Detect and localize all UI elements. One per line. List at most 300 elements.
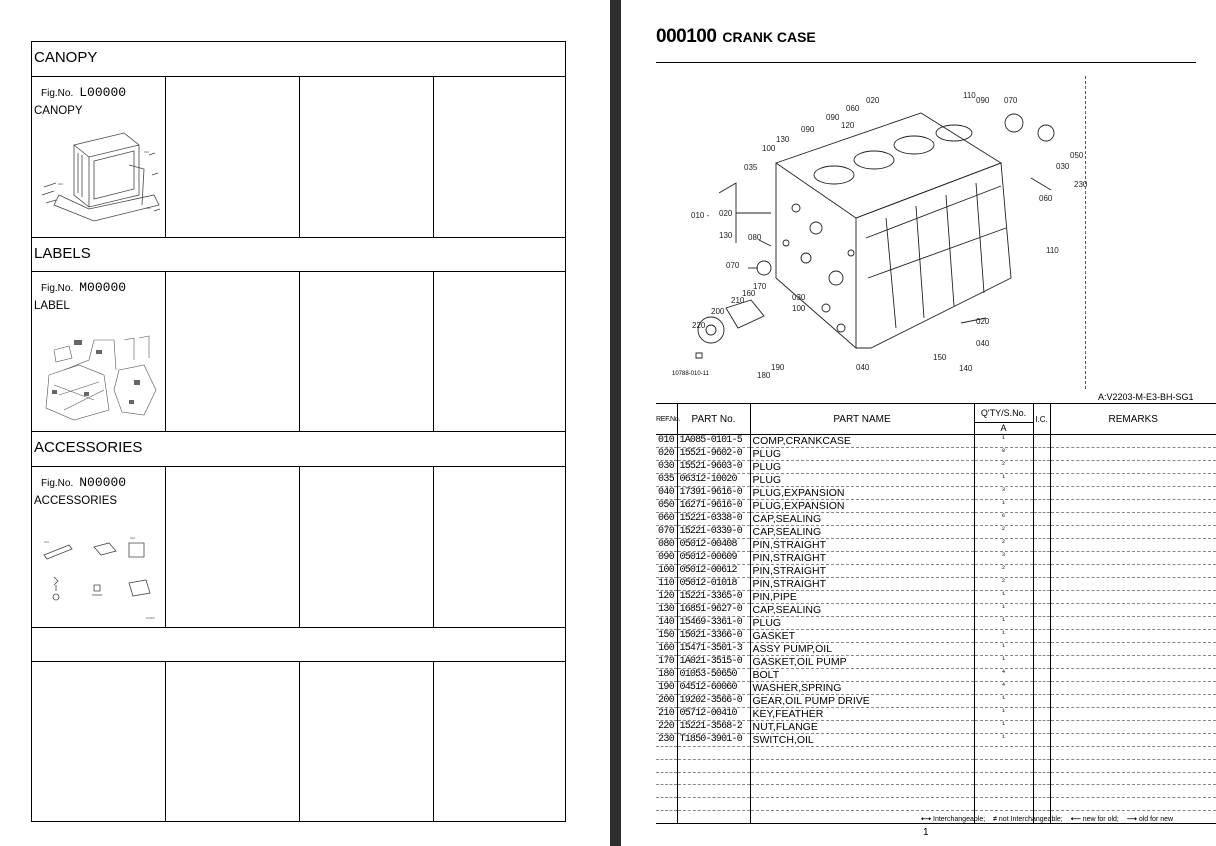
cell-ic xyxy=(1033,513,1050,526)
svg-text:070: 070 xyxy=(1004,96,1018,105)
table-row[interactable] xyxy=(656,721,1216,734)
cell-qty: 2 xyxy=(974,578,1033,591)
svg-text:040: 040 xyxy=(976,339,990,348)
cell-name: COMP,CRANKCASE xyxy=(750,435,974,448)
cell-empty xyxy=(750,759,974,772)
cell-rem xyxy=(1050,578,1216,591)
cell-ic xyxy=(1033,656,1050,669)
cell-rem xyxy=(1050,695,1216,708)
cell-ref: 160 xyxy=(656,643,677,656)
cell-name: PIN,PIPE xyxy=(750,591,974,604)
cell-rem xyxy=(1050,552,1216,565)
cell-pno: 04512-60060 xyxy=(677,682,750,695)
svg-text:060: 060 xyxy=(1039,194,1053,203)
table-row-empty xyxy=(656,798,1216,811)
cell-ic xyxy=(1033,617,1050,630)
cell-pno: 15471-3501-3 xyxy=(677,643,750,656)
cell-ic xyxy=(1033,695,1050,708)
cell-pno: 15469-3361-0 xyxy=(677,617,750,630)
cell-name: KEY,FEATHER xyxy=(750,708,974,721)
cell-pno: 05012-00609 xyxy=(677,552,750,565)
cell-ref: 035 xyxy=(656,474,677,487)
cell-qty: 1 xyxy=(974,630,1033,643)
cell-pno: 17391-9616-0 xyxy=(677,487,750,500)
legend-new-for-old: ⟵ new for old; xyxy=(1070,816,1119,823)
cell-name: GEAR,OIL PUMP DRIVE xyxy=(750,695,974,708)
empty-cell xyxy=(166,467,300,627)
cell-qty: 1 xyxy=(974,656,1033,669)
empty-cell xyxy=(300,662,434,821)
svg-text:090: 090 xyxy=(976,96,990,105)
empty-cell xyxy=(166,77,300,237)
section-title-labels: LABELS xyxy=(32,238,565,272)
cell-name: CAP,SEALING xyxy=(750,604,974,617)
cell-empty xyxy=(1033,798,1050,811)
cell-ref: 090 xyxy=(656,552,677,565)
cell-rem xyxy=(1050,474,1216,487)
svg-text:070: 070 xyxy=(726,261,740,270)
table-row[interactable] xyxy=(656,682,1216,695)
svg-text:100: 100 xyxy=(792,304,806,313)
cell-qty: 1 xyxy=(974,591,1033,604)
svg-text:010: 010 xyxy=(44,540,50,544)
cell-ic xyxy=(1033,682,1050,695)
svg-text:090: 090 xyxy=(801,125,815,134)
cell-rem xyxy=(1050,721,1216,734)
cell-qty: 1 xyxy=(974,500,1033,513)
cell-ic xyxy=(1033,552,1050,565)
cell-empty xyxy=(1033,759,1050,772)
accessories-thumbnail xyxy=(34,515,164,625)
fig-name: ACCESSORIES xyxy=(34,495,118,507)
col-header-part-no: PART No. xyxy=(677,404,750,435)
svg-text:230: 230 xyxy=(1074,180,1088,189)
cell-pno: 01053-50650 xyxy=(677,669,750,682)
legend-old-for-new: ⟶ old for new xyxy=(1126,816,1174,823)
cell-empty xyxy=(974,759,1033,772)
fig-number: Fig.No. L00000 xyxy=(41,85,127,100)
cell-ic xyxy=(1033,539,1050,552)
empty-cell xyxy=(300,272,434,431)
cell-empty xyxy=(750,798,974,811)
empty-cell xyxy=(166,662,300,821)
svg-text:020: 020 xyxy=(976,317,990,326)
cell-ref: 200 xyxy=(656,695,677,708)
svg-text:020: 020 xyxy=(719,209,733,218)
cell-empty xyxy=(750,747,974,760)
cell-rem xyxy=(1050,656,1216,669)
svg-text:170: 170 xyxy=(753,282,767,291)
cell-name: CAP,SEALING xyxy=(750,526,974,539)
cell-ref: 130 xyxy=(656,604,677,617)
table-row[interactable] xyxy=(656,448,1216,461)
cell-pno: 15221-3568-2 xyxy=(677,721,750,734)
fig-number: Fig.No. M00000 xyxy=(41,280,127,295)
cell-qty: 1 xyxy=(974,708,1033,721)
cell-rem xyxy=(1050,513,1216,526)
header-rule xyxy=(656,62,1196,63)
section-row-accessories xyxy=(32,467,565,628)
col-header-part-name: PART NAME xyxy=(750,404,974,435)
table-row[interactable] xyxy=(656,669,1216,682)
cell-rem xyxy=(1050,708,1216,721)
svg-text:040: 040 xyxy=(856,363,870,372)
svg-text:010: 010 xyxy=(58,182,64,186)
svg-text:160: 160 xyxy=(742,289,756,298)
table-row[interactable] xyxy=(656,513,1216,526)
svg-text:130: 130 xyxy=(719,231,733,240)
cell-rem xyxy=(1050,526,1216,539)
cell-ref: 030 xyxy=(656,461,677,474)
cell-ref: 170 xyxy=(656,656,677,669)
cell-pno: 16851-9627-0 xyxy=(677,604,750,617)
cell-pno: T1850-3901-0 xyxy=(677,734,750,747)
cell-rem xyxy=(1050,604,1216,617)
parts-table xyxy=(656,403,1216,824)
cell-ic xyxy=(1033,630,1050,643)
svg-text:150: 150 xyxy=(933,353,947,362)
cell-qty: 1 xyxy=(974,734,1033,747)
cell-name: PLUG xyxy=(750,617,974,630)
cell-ref: 110 xyxy=(656,578,677,591)
cell-ref: 070 xyxy=(656,526,677,539)
svg-text:180: 180 xyxy=(757,371,771,380)
cell-ic xyxy=(1033,578,1050,591)
svg-text:100: 100 xyxy=(762,144,776,153)
cell-qty: 2 xyxy=(974,565,1033,578)
cell-qty: 2 xyxy=(974,461,1033,474)
col-header-ic: I.C. xyxy=(1033,404,1050,435)
table-row[interactable] xyxy=(656,630,1216,643)
cell-ref: 120 xyxy=(656,591,677,604)
index-grid xyxy=(31,41,566,822)
cell-ic xyxy=(1033,721,1050,734)
cell-pno: 15521-9602-0 xyxy=(677,448,750,461)
labels-thumbnail xyxy=(34,320,164,430)
cell-ic xyxy=(1033,461,1050,474)
cell-empty xyxy=(1033,747,1050,760)
crankcase-exploded-diagram[interactable] xyxy=(656,78,1086,388)
cell-ref: 020 xyxy=(656,448,677,461)
cell-qty: 1 xyxy=(974,643,1033,656)
table-row[interactable] xyxy=(656,552,1216,565)
table-row[interactable] xyxy=(656,526,1216,539)
cell-qty: 2 xyxy=(974,539,1033,552)
cell-ref: 050 xyxy=(656,500,677,513)
cell-rem xyxy=(1050,565,1216,578)
cell-pno: 1A085-0101-5 xyxy=(677,435,750,448)
svg-text:110: 110 xyxy=(963,91,976,100)
cell-ic xyxy=(1033,526,1050,539)
page-gutter xyxy=(610,0,621,846)
cell-qty: 3 xyxy=(974,552,1033,565)
legend-not-interchangeable: ≠ not Interchangeable; xyxy=(993,816,1063,823)
table-row[interactable] xyxy=(656,474,1216,487)
diagram-caption: 10788-010-11 xyxy=(672,371,709,377)
section-row-canopy xyxy=(32,77,565,238)
svg-text:220: 220 xyxy=(692,321,706,330)
cell-ic xyxy=(1033,591,1050,604)
cell-qty: 1 xyxy=(974,721,1033,734)
svg-text:035: 035 xyxy=(744,163,758,172)
cell-pno: 15021-3366-0 xyxy=(677,630,750,643)
cell-ref: 220 xyxy=(656,721,677,734)
table-row[interactable] xyxy=(656,565,1216,578)
parts-page xyxy=(621,0,1196,846)
cell-pno: 06312-10020 xyxy=(677,474,750,487)
cell-qty: 8 xyxy=(974,448,1033,461)
cell-empty xyxy=(1050,747,1216,760)
fig-name: CANOPY xyxy=(34,105,83,117)
cell-empty xyxy=(677,759,750,772)
empty-cell xyxy=(434,662,567,821)
cell-empty xyxy=(656,772,677,785)
cell-ic xyxy=(1033,487,1050,500)
table-row[interactable] xyxy=(656,500,1216,513)
cell-empty xyxy=(677,810,750,823)
figure-card-accessories[interactable] xyxy=(32,467,166,627)
cell-rem xyxy=(1050,461,1216,474)
cell-ref: 140 xyxy=(656,617,677,630)
cell-qty: 1 xyxy=(974,604,1033,617)
cell-pno: 15221-3365-0 xyxy=(677,591,750,604)
cell-name: GASKET xyxy=(750,630,974,643)
cell-ic xyxy=(1033,643,1050,656)
illustration-code: A:V2203-M-E3-BH-SG1 xyxy=(1098,392,1194,402)
cell-empty xyxy=(677,772,750,785)
cell-empty xyxy=(656,747,677,760)
cell-qty: 4 xyxy=(974,682,1033,695)
svg-text:110: 110 xyxy=(1046,246,1059,255)
table-row[interactable] xyxy=(656,617,1216,630)
cell-empty xyxy=(974,747,1033,760)
cell-empty xyxy=(656,785,677,798)
cell-empty xyxy=(677,798,750,811)
empty-cell xyxy=(166,272,300,431)
cell-pno: 05712-00410 xyxy=(677,708,750,721)
cell-name: ASSY PUMP,OIL xyxy=(750,643,974,656)
cell-rem xyxy=(1050,682,1216,695)
cell-empty xyxy=(656,810,677,823)
empty-cell xyxy=(300,77,434,237)
cell-ic xyxy=(1033,669,1050,682)
cell-name: SWITCH,OIL xyxy=(750,734,974,747)
table-row[interactable] xyxy=(656,708,1216,721)
svg-text:190: 190 xyxy=(771,363,785,372)
cell-ic xyxy=(1033,565,1050,578)
page-header xyxy=(656,26,816,48)
svg-text:N0000: N0000 xyxy=(146,616,155,620)
cell-ref: 230 xyxy=(656,734,677,747)
svg-text:080: 080 xyxy=(748,233,762,242)
figure-card-canopy[interactable] xyxy=(32,77,166,237)
cell-qty: 3 xyxy=(974,487,1033,500)
cell-pno: 15221-0339-0 xyxy=(677,526,750,539)
cell-ref: 190 xyxy=(656,682,677,695)
cell-name: PLUG xyxy=(750,474,974,487)
svg-text:120: 120 xyxy=(841,121,855,130)
diagram-divider xyxy=(1085,76,1086,389)
section-title-canopy: CANOPY xyxy=(32,42,565,77)
table-row[interactable] xyxy=(656,656,1216,669)
cell-name: PIN,STRAIGHT xyxy=(750,539,974,552)
page-title: CRANK CASE xyxy=(722,29,816,45)
table-row-empty xyxy=(656,747,1216,760)
cell-name: BOLT xyxy=(750,669,974,682)
cell-name: PIN,STRAIGHT xyxy=(750,565,974,578)
cell-ic xyxy=(1033,734,1050,747)
empty-cell xyxy=(434,467,567,627)
cell-ref: 100 xyxy=(656,565,677,578)
cell-qty: 1 xyxy=(974,435,1033,448)
legend-interchangeable: ⟷ Interchangeable; xyxy=(921,816,986,823)
svg-text:130: 130 xyxy=(776,135,790,144)
cell-rem xyxy=(1050,539,1216,552)
svg-text:030: 030 xyxy=(130,536,136,540)
cell-empty xyxy=(1050,785,1216,798)
cell-name: PIN,STRAIGHT xyxy=(750,552,974,565)
cell-rem xyxy=(1050,669,1216,682)
section-row-empty xyxy=(32,662,565,821)
cell-qty: 6 xyxy=(974,513,1033,526)
cell-empty xyxy=(974,785,1033,798)
table-row[interactable] xyxy=(656,695,1216,708)
cell-name: PLUG xyxy=(750,448,974,461)
cell-name: NUT,FLANGE xyxy=(750,721,974,734)
cell-rem xyxy=(1050,487,1216,500)
cell-rem xyxy=(1050,448,1216,461)
cell-empty xyxy=(1050,798,1216,811)
table-row[interactable] xyxy=(656,734,1216,747)
svg-text:090: 090 xyxy=(826,113,840,122)
cell-pno: 15521-9603-0 xyxy=(677,461,750,474)
group-code: 000100 xyxy=(656,26,717,47)
cell-pno: 19202-3566-0 xyxy=(677,695,750,708)
svg-text:030: 030 xyxy=(792,293,806,302)
table-row-empty xyxy=(656,772,1216,785)
legend xyxy=(921,815,1179,823)
cell-ref: 080 xyxy=(656,539,677,552)
svg-text:050: 050 xyxy=(1070,151,1084,160)
cell-rem xyxy=(1050,734,1216,747)
cell-name: CAP,SEALING xyxy=(750,513,974,526)
svg-text:010 -: 010 - xyxy=(691,211,710,220)
empty-cell xyxy=(434,77,567,237)
fig-name: LABEL xyxy=(34,300,70,312)
table-row[interactable] xyxy=(656,487,1216,500)
section-title-empty xyxy=(32,628,565,662)
figure-card-labels[interactable] xyxy=(32,272,166,431)
svg-text:200: 200 xyxy=(711,307,725,316)
cell-ic xyxy=(1033,474,1050,487)
cell-empty xyxy=(750,785,974,798)
table-row[interactable] xyxy=(656,643,1216,656)
page-number: 1 xyxy=(923,827,929,838)
svg-text:030: 030 xyxy=(1056,162,1070,171)
cell-name: PLUG xyxy=(750,461,974,474)
svg-text:210: 210 xyxy=(731,296,745,305)
cell-empty xyxy=(656,798,677,811)
empty-cell xyxy=(434,272,567,431)
table-row-empty xyxy=(656,759,1216,772)
cell-name: PLUG,EXPANSION xyxy=(750,487,974,500)
svg-text:030: 030 xyxy=(146,206,152,210)
cell-empty xyxy=(677,785,750,798)
cell-ic xyxy=(1033,604,1050,617)
fig-number: Fig.No. N00000 xyxy=(41,475,127,490)
svg-text:020: 020 xyxy=(866,96,880,105)
cell-ref: 010 xyxy=(656,435,677,448)
empty-cell xyxy=(32,662,166,821)
cell-empty xyxy=(1050,759,1216,772)
empty-cell xyxy=(300,467,434,627)
table-row[interactable] xyxy=(656,604,1216,617)
svg-text:020: 020 xyxy=(144,150,150,154)
cell-pno: 15221-0338-0 xyxy=(677,513,750,526)
table-row[interactable] xyxy=(656,435,1216,448)
cell-rem xyxy=(1050,643,1216,656)
cell-empty xyxy=(1050,772,1216,785)
canopy-thumbnail xyxy=(34,125,164,235)
cell-empty xyxy=(1033,785,1050,798)
cell-qty: 1 xyxy=(974,617,1033,630)
cell-pno: 05012-01018 xyxy=(677,578,750,591)
cell-qty: 4 xyxy=(974,669,1033,682)
cell-qty: 1 xyxy=(974,695,1033,708)
cell-name: PLUG,EXPANSION xyxy=(750,500,974,513)
table-row[interactable] xyxy=(656,591,1216,604)
cell-pno: 16271-9616-0 xyxy=(677,500,750,513)
cell-ic xyxy=(1033,500,1050,513)
table-row[interactable] xyxy=(656,539,1216,552)
table-row-empty xyxy=(656,785,1216,798)
cell-pno: 05012-00612 xyxy=(677,565,750,578)
cell-ic xyxy=(1033,448,1050,461)
cell-qty: 2 xyxy=(974,526,1033,539)
table-header-row xyxy=(656,404,1216,435)
col-header-qty: Q'TY/S.No. A xyxy=(974,404,1033,435)
cell-empty xyxy=(974,772,1033,785)
cell-empty xyxy=(656,759,677,772)
section-row-labels xyxy=(32,272,565,432)
table-row[interactable] xyxy=(656,461,1216,474)
cell-rem xyxy=(1050,630,1216,643)
parts-table-body xyxy=(656,435,1216,824)
cell-pno: 1A021-3515-0 xyxy=(677,656,750,669)
cell-ic xyxy=(1033,435,1050,448)
cell-empty xyxy=(677,747,750,760)
cell-ic xyxy=(1033,708,1050,721)
svg-text:060: 060 xyxy=(846,104,860,113)
cell-name: PIN,STRAIGHT xyxy=(750,578,974,591)
cell-rem xyxy=(1050,617,1216,630)
svg-text:140: 140 xyxy=(959,364,973,373)
table-row[interactable] xyxy=(656,578,1216,591)
cell-rem xyxy=(1050,591,1216,604)
cell-empty xyxy=(1033,772,1050,785)
cell-ref: 040 xyxy=(656,487,677,500)
cell-ref: 060 xyxy=(656,513,677,526)
cell-ref: 210 xyxy=(656,708,677,721)
cell-pno: 05012-00408 xyxy=(677,539,750,552)
section-title-accessories: ACCESSORIES xyxy=(32,432,565,467)
cell-empty xyxy=(750,772,974,785)
cell-qty: 1 xyxy=(974,474,1033,487)
cell-ref: 180 xyxy=(656,669,677,682)
cell-empty xyxy=(974,798,1033,811)
cell-ref: 150 xyxy=(656,630,677,643)
cell-rem xyxy=(1050,435,1216,448)
